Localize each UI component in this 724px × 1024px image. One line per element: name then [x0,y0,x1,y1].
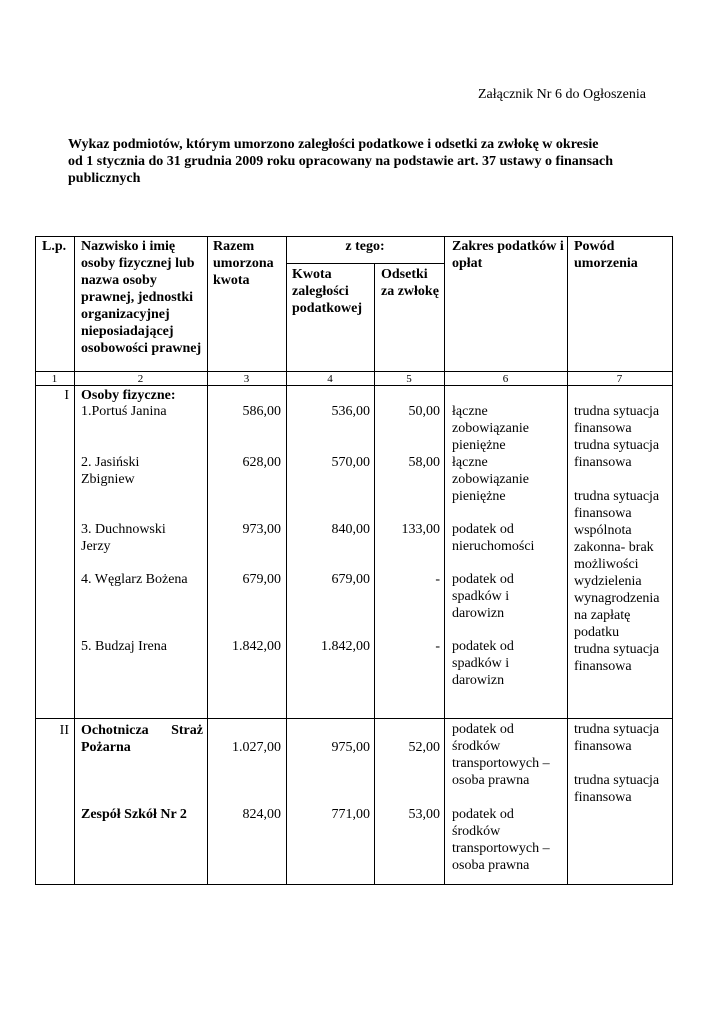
row-name: 5. Budzaj Irena [81,639,167,654]
annex-label: Załącznik Nr 6 do Ogłoszenia [478,87,646,102]
row-name: 1.Portuś Janina [81,404,167,419]
row-scope: podatek od nieruchomości [452,522,535,554]
row-name: Pożarna [81,740,131,755]
row-total: 679,00 [242,572,281,587]
column-number: 7 [616,373,623,385]
row-total: 1.842,00 [232,639,281,654]
header-interest: Odsetki za zwłokę [381,267,439,299]
header-total: Razem umorzona kwota [213,239,274,288]
row-interest: - [435,639,440,654]
row-total: 628,00 [242,455,281,470]
row-interest: 52,00 [408,740,440,755]
row-name: Straż [171,723,203,738]
row-interest: 50,00 [408,404,440,419]
row-total: 973,00 [242,522,281,537]
row-scope: podatek od spadków i darowizn [452,639,514,688]
header-name: Nazwisko i imię osoby fizycznej lub nazwa osoby prawnej, jednostki organizacyjnej nieposiadającej osobowości prawnej [81,239,202,356]
row-total: 1.027,00 [232,740,281,755]
header-scope: Zakres podatków i opłat [452,239,564,271]
title-line-2: od 1 stycznia do 31 grudnia 2009 roku opracowany na podstawie art. 37 ustawy o finansach [68,154,614,169]
row-name: 4. Węglarz Bożena [81,572,188,587]
column-number: 4 [327,373,333,385]
row-name: 3. Duchnowski Jerzy [81,522,166,554]
row-interest: 58,00 [408,455,440,470]
column-number: 1 [51,373,58,385]
group-numeral: I [64,388,69,403]
row-tax: 840,00 [331,522,370,537]
row-tax: 975,00 [331,740,370,755]
column-number: 2 [137,373,144,385]
header-of-which: z tego: [345,239,385,254]
row-tax: 536,00 [331,404,370,419]
group-reasons: trudna sytuacja finansowa trudna sytuacja finansowa [574,722,660,805]
header-reason: Powód umorzenia [574,239,638,271]
group-heading: Osoby fizyczne: [81,388,176,403]
row-scope: łączne zobowiązanie pieniężne [452,404,529,453]
row-scope: podatek od środków transportowych – osoba prawna [452,722,550,788]
group-reasons: trudna sytuacja finansowa trudna sytuacja finansowa trudna sytuacja finansowa wspólnota zakonna- brak możliwości wydzielenia wynagrodzenia na zapłatę podatku trudna sytuacja finansowa [574,404,660,674]
column-number: 5 [406,373,412,385]
row-scope: łączne zobowiązanie pieniężne [452,455,529,504]
title-line-3: publicznych [68,171,141,186]
row-total: 824,00 [242,807,281,822]
row-tax: 570,00 [331,455,370,470]
column-number: 6 [502,373,509,385]
row-tax: 1.842,00 [321,639,370,654]
row-name: 2. Jasiński Zbigniew [81,455,140,487]
row-tax: 679,00 [331,572,370,587]
header-lp: L.p. [42,239,67,254]
row-name: Ochotnicza [81,723,149,738]
document-title [68,136,668,187]
row-tax: 771,00 [331,807,370,822]
title-line-1: Wykaz podmiotów, którym umorzono zaległości podatkowe i odsetki za zwłokę w okresie [68,137,599,152]
row-total: 586,00 [242,404,281,419]
row-scope: podatek od środków transportowych – osoba prawna [452,807,550,873]
row-name: Zespół Szkół Nr 2 [81,807,187,822]
row-interest: 53,00 [408,807,440,822]
header-tax: Kwota zaległości podatkowej [292,267,363,316]
row-interest: 133,00 [401,522,440,537]
group-numeral: II [59,723,69,738]
row-scope: podatek od spadków i darowizn [452,572,514,621]
row-interest: - [435,572,440,587]
column-number: 3 [243,373,250,385]
